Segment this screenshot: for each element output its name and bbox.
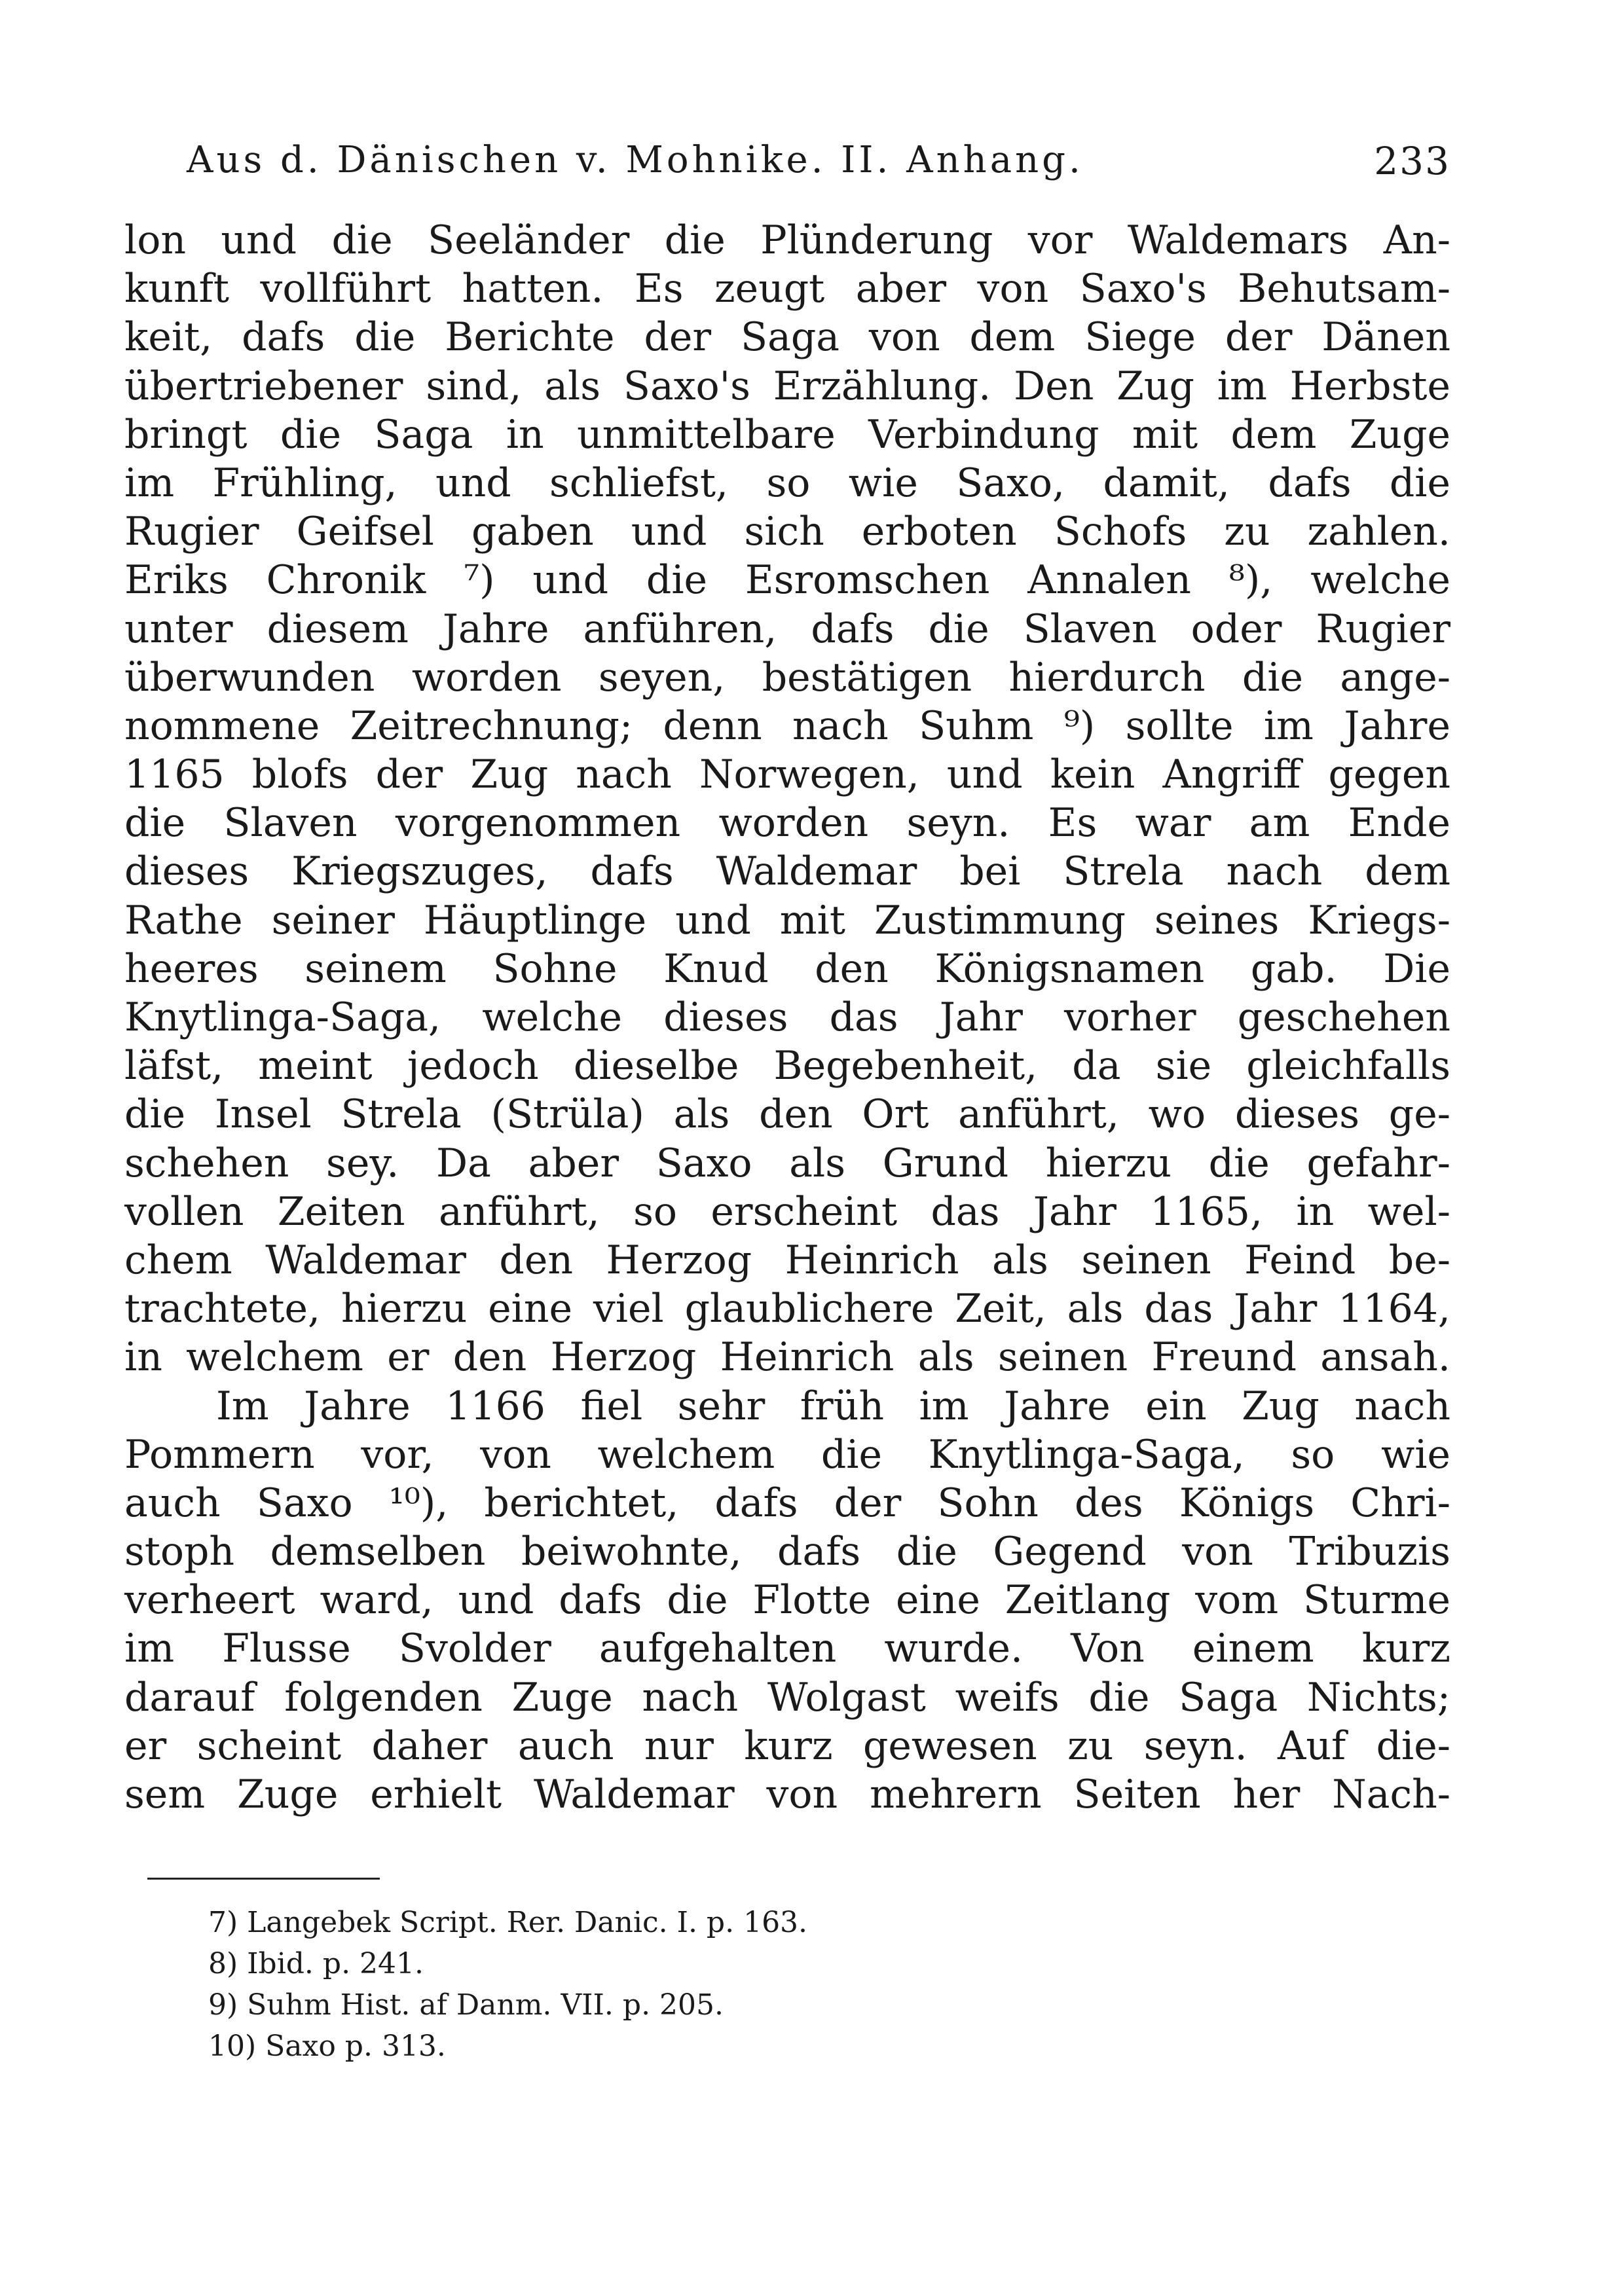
body-text (124, 216, 1450, 1819)
text-line: keit, dafs die Berichte der Saga von dem Siege der Dänen (124, 314, 1450, 361)
text-line: chem Waldemar den Herzog Heinrich als seinen Feind be- (124, 1237, 1450, 1283)
text-line: verheert ward, und dafs die Flotte eine Zeitlang vom Sturme (124, 1577, 1450, 1624)
page-header (187, 139, 1450, 191)
text-line: überwunden worden seyen, bestätigen hierdurch die ange- (124, 654, 1450, 701)
text-line: schehen sey. Da aber Saxo als Grund hierzu die gefahr- (124, 1140, 1450, 1186)
text-line: die Insel Strela (Strüla) als den Ort anführt, wo dieses ge- (124, 1091, 1450, 1138)
footnote: 8) Ibid. p. 241. (208, 1947, 424, 1980)
text-line: er scheint daher auch nur kurz gewesen zu seyn. Auf die- (124, 1722, 1450, 1769)
text-line: die Slaven vorgenommen worden seyn. Es war am Ende (124, 800, 1450, 847)
text-line: Knytlinga-Saga, welche dieses das Jahr vorher geschehen (124, 994, 1450, 1040)
text-line: bringt die Saga in unmittelbare Verbindung mit dem Zuge (124, 411, 1450, 458)
text-line: läfst, meint jedoch dieselbe Begebenheit, da sie gleichfalls (124, 1043, 1450, 1089)
footnote: 9) Suhm Hist. af Danm. VII. p. 205. (208, 1988, 724, 2022)
text-line-paragraph-start: Im Jahre 1166 fiel sehr früh im Jahre ein Zug nach (216, 1383, 1450, 1429)
running-title: Aus d. Dänischen v. Mohnike. II. Anhang. (187, 139, 1084, 181)
text-line: heeres seinem Sohne Knud den Königsnamen gab. Die (124, 945, 1450, 992)
page-number: 233 (1374, 139, 1450, 183)
text-line: nommene Zeitrechnung; denn nach Suhm ⁹) sollte im Jahre (124, 702, 1450, 749)
text-line: Eriks Chronik ⁷) und die Esromschen Annalen ⁸), welche (124, 557, 1450, 604)
footnote-rule (147, 1878, 380, 1880)
text-line: unter diesem Jahre anführen, dafs die Slaven oder Rugier (124, 606, 1450, 652)
footnotes (208, 1902, 1190, 2067)
text-line: übertriebener sind, als Saxo's Erzählung. Den Zug im Herbste (124, 363, 1450, 409)
text-line: im Frühling, und schliefst, so wie Saxo, damit, dafs die (124, 460, 1450, 506)
text-line: lon und die Seeländer die Plünderung vor Waldemars An- (124, 217, 1450, 263)
text-line: auch Saxo ¹⁰), berichtet, dafs der Sohn des Königs Chri- (124, 1480, 1450, 1526)
text-line: darauf folgenden Zuge nach Wolgast weifs die Saga Nichts; (124, 1674, 1450, 1721)
text-line: 1165 blofs der Zug nach Norwegen, und kein Angriff gegen (124, 752, 1450, 798)
footnote: 7) Langebek Script. Rer. Danic. I. p. 163. (208, 1906, 808, 1939)
text-line: stoph demselben beiwohnte, dafs die Gegend von Tribuzis (124, 1529, 1450, 1575)
footnote: 10) Saxo p. 313. (208, 2030, 446, 2063)
text-line: Rugier Geifsel gaben und sich erboten Schofs zu zahlen. (124, 509, 1450, 555)
text-line: kunft vollführt hatten. Es zeugt aber von Saxo's Behutsam- (124, 266, 1450, 312)
text-line: in welchem er den Herzog Heinrich als seinen Freund ansah. (124, 1334, 1450, 1381)
text-line: dieses Kriegszuges, dafs Waldemar bei Strela nach dem (124, 848, 1450, 895)
text-line: vollen Zeiten anführt, so erscheint das Jahr 1165, in wel- (124, 1188, 1450, 1235)
text-line: Rathe seiner Häuptlinge und mit Zustimmung seines Kriegs- (124, 897, 1450, 943)
text-line: Pommern vor, von welchem die Knytlinga-Saga, so wie (124, 1431, 1450, 1478)
text-line: im Flusse Svolder aufgehalten wurde. Von einem kurz (124, 1626, 1450, 1672)
text-line: sem Zuge erhielt Waldemar von mehrern Seiten her Nach- (124, 1772, 1450, 1817)
text-line: trachtete, hierzu eine viel glaublichere Zeit, als das Jahr 1164, (124, 1286, 1450, 1332)
